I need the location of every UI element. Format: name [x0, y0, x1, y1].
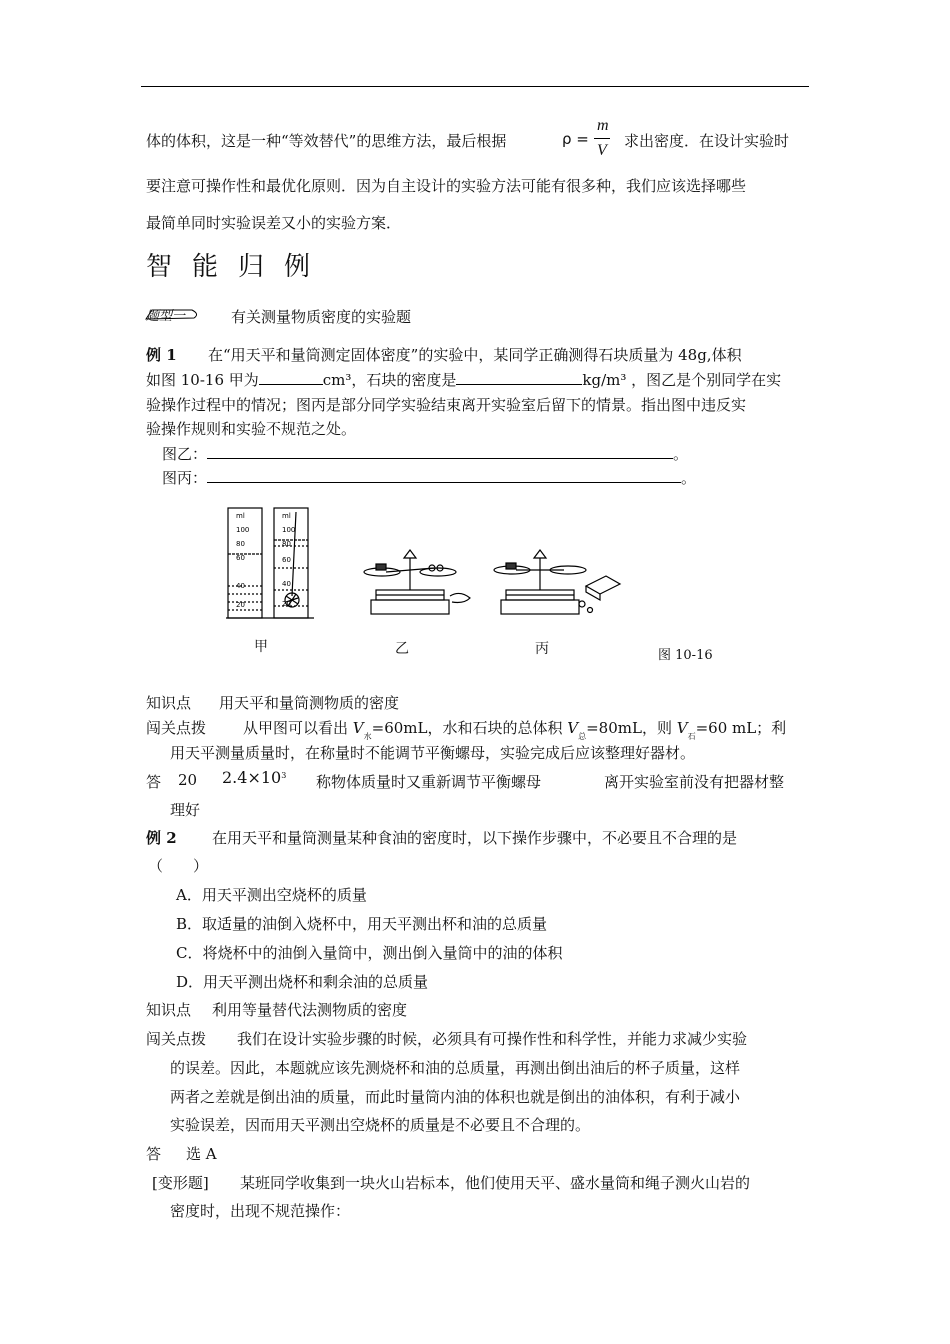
ex1-text-2a: 如图 10-16 甲为: [146, 371, 259, 389]
intro-line-1a: 体的体积，这是一种“等效替代”的思维方法，最后根据: [146, 132, 507, 150]
cyl2-tick-0: 100: [282, 526, 296, 534]
answer-blank-bing: [207, 468, 681, 483]
ex1-label: 例 1: [146, 346, 177, 364]
cyl2-tick-3: 40: [282, 580, 291, 588]
intro-line-1b: 求出密度．在设计实验时: [624, 132, 790, 150]
frac-denominator: V: [597, 142, 607, 159]
hint1-b: =60mL，水和石块的总体积: [371, 719, 563, 737]
ans1-v4: 离开实验室前没有把器材整: [604, 773, 785, 791]
ex1-text-3: 验操作过程中的情况；图丙是部分同学实验结束离开实验室后留下的情景。指出图中违反实: [146, 396, 747, 414]
intro-line-2: 要注意可操作性和最优化原则．因为自主设计的实验方法可能有很多种，我们应该选择哪些: [146, 177, 747, 195]
graduated-cylinder-2: [268, 508, 314, 618]
cyl2-ml-label: ml: [282, 512, 291, 520]
ans1-label: 答: [146, 773, 162, 791]
ans2-label: 答: [146, 1145, 162, 1163]
intro-line-3: 最简单同时实验误差又小的实验方案．: [146, 214, 402, 232]
answer-blank-density: [456, 370, 582, 385]
header-rule: [141, 86, 809, 87]
rho-symbol: ρ =: [562, 130, 589, 148]
v-total: V: [567, 719, 579, 737]
hint1-line-2: 用天平测量质量时，在称量时不能调节平衡螺母，实验完成后应该整理好器材。: [170, 744, 696, 762]
section-title: 智能归例: [146, 252, 331, 282]
fraction-bar: [594, 138, 610, 139]
cyl1-tick-1: 80: [236, 540, 245, 548]
q-yi-end: 。: [673, 445, 689, 463]
topic-title: 有关测量物质密度的实验题: [231, 308, 412, 326]
ans2-text: 选 A: [186, 1145, 217, 1163]
answer-blank-yi: [207, 444, 673, 459]
hint2-line-2: 的误差。因此，本题就应该先测烧杯和油的总质量，再测出倒出油后的杯子质量，这样: [170, 1059, 741, 1077]
hint2-line-3: 两者之差就是倒出油的质量，而此时量筒内油的体积也就是倒出的油体积，有利于减小: [170, 1088, 741, 1106]
ans1-v5: 理好: [170, 801, 201, 819]
q-yi: [162, 443, 688, 464]
ex1-text-2: [146, 369, 781, 390]
ex2-text: 在用天平和量筒测量某种食油的密度时，以下操作步骤中，不必要且不合理的是: [212, 829, 738, 847]
cylinder-1-ticks: [236, 512, 249, 609]
hint1-d: =60 mL；利: [695, 719, 787, 737]
ex2-label: 例 2: [146, 829, 177, 847]
q-bing-label: 图丙：: [162, 469, 208, 487]
q-bing: [162, 467, 696, 488]
kp2-text: 利用等量替代法测物质的密度: [212, 1001, 408, 1019]
hint1-label: 闯关点拨: [146, 719, 207, 737]
balance-yi: [364, 550, 470, 614]
ex1-text-1: 在“用天平和量筒测定固体密度”的实验中，某同学正确测得石块质量为 48g,体积: [208, 346, 742, 364]
cyl2-tick-2: 60: [282, 556, 291, 564]
v-stone: V: [676, 719, 688, 737]
balance-bing: [494, 550, 620, 614]
v-stone-sub: 石: [687, 732, 696, 741]
hint1-line-1: [243, 717, 787, 741]
variant-line-2: 密度时，出现不规范操作：: [170, 1202, 351, 1220]
graduated-cylinder-1: [226, 508, 268, 618]
cyl1-tick-2: 60: [236, 554, 245, 562]
figure-label-bing: 丙: [535, 641, 549, 657]
cyl2-tick-4: 20: [282, 600, 291, 608]
ex2-option-c: C．将烧杯中的油倒入量筒中，测出倒入量筒中的油的体积: [176, 944, 563, 962]
cyl1-ml-label: ml: [236, 512, 245, 520]
ex1-unit-1: cm³，石块的密度是: [322, 371, 457, 389]
topic-badge-text: 题型一: [146, 309, 186, 324]
ans1-v3: 称物体质量时又重新调节平衡螺母: [316, 773, 542, 791]
cyl1-tick-3: 40: [236, 582, 245, 590]
ans1-v2-exp: 3: [281, 771, 287, 780]
ans1-v2: [222, 768, 286, 787]
kp1-text: 用天平和量筒测物质的密度: [219, 694, 400, 712]
cyl2-tick-1: 80: [282, 540, 291, 548]
figure-label-yi: 乙: [395, 641, 409, 657]
ex2-option-a: A．用天平测出空烧杯的质量: [176, 886, 367, 904]
v-total-sub: 总: [578, 732, 587, 741]
kp1-label: 知识点: [146, 694, 192, 712]
ans1-v2-base: 2.4×10: [222, 768, 282, 787]
topic-badge: [144, 307, 202, 324]
ex2-option-d: D．用天平测出烧杯和剩余油的总质量: [176, 973, 429, 991]
hint2-label: 闯关点拨: [146, 1030, 207, 1048]
ex1-unit-2: kg/m³ ，图乙是个别同学在实: [582, 371, 782, 389]
hint1-c: =80mL，则: [586, 719, 672, 737]
answer-blank-volume: [259, 370, 323, 385]
v-water: V: [352, 719, 364, 737]
q-yi-label: 图乙：: [162, 445, 208, 463]
frac-numerator: m: [597, 117, 609, 134]
hint2-line-1: 我们在设计实验步骤的时候，必须具有可操作性和科学性，并能力求减少实验: [237, 1030, 748, 1048]
figure-label-jia: 甲: [254, 639, 268, 655]
hint1-a: 从甲图可以看出: [243, 719, 349, 737]
figure-caption: 图 10-16: [658, 648, 713, 663]
kp2-label: 知识点: [146, 1001, 192, 1019]
ex1-text-4: 验操作规则和实验不规范之处。: [146, 420, 357, 438]
q-bing-end: 。: [681, 469, 697, 487]
figure-10-16: [226, 506, 713, 663]
variant-line-1: 某班同学收集到一块火山岩标本，他们使用天平、盛水量筒和绳子测火山岩的: [240, 1174, 751, 1192]
cyl1-tick-4: 20: [236, 601, 245, 609]
variant-label: [变形题]: [152, 1174, 209, 1192]
cyl1-tick-0: 100: [236, 526, 250, 534]
hint2-line-4: 实验误差，因而用天平测出空烧杯的质量是不必要且不合理的。: [170, 1116, 591, 1134]
ans1-v1: 20: [178, 771, 198, 789]
ex2-option-b: B．取适量的油倒入烧杯中，用天平测出杯和油的总质量: [176, 915, 548, 933]
v-water-sub: 水: [363, 732, 372, 741]
ex2-paren: （ ）: [148, 857, 209, 875]
figure-drawing: [226, 506, 626, 631]
